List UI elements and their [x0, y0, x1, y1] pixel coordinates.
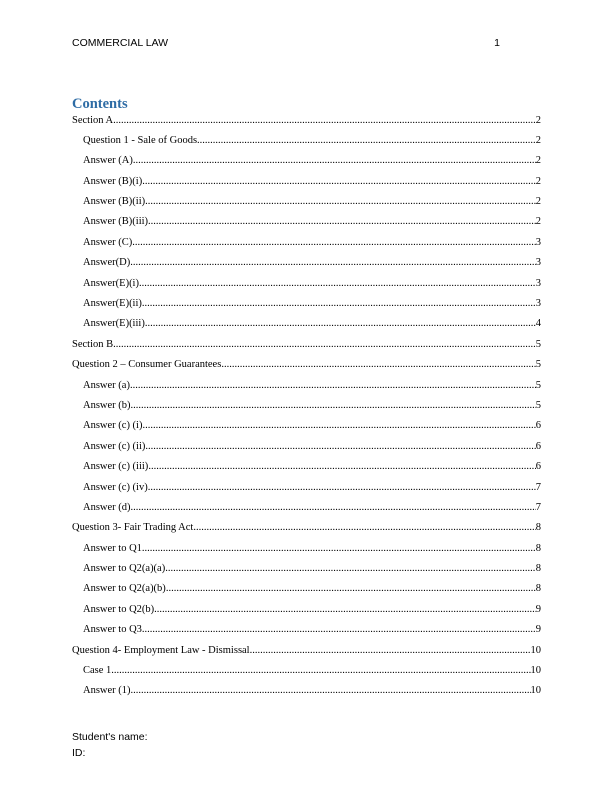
toc-dot-leader [165, 561, 536, 577]
toc-dot-leader [133, 153, 536, 169]
toc-dot-leader [142, 541, 536, 557]
toc-dot-leader [130, 255, 536, 271]
toc-entry-label: Section B [72, 338, 114, 350]
toc-dot-leader [132, 235, 535, 251]
toc-dot-leader [142, 174, 536, 190]
toc-entry[interactable] [72, 337, 541, 357]
toc-entry[interactable] [72, 378, 541, 398]
toc-entry-page: 2 [535, 155, 541, 167]
toc-dot-leader [145, 439, 535, 455]
toc-entry-page: 2 [535, 175, 541, 187]
student-name-label: Student's name: [72, 731, 148, 743]
toc-entry[interactable] [72, 622, 541, 642]
toc-dot-leader [193, 520, 535, 536]
toc-entry[interactable] [72, 194, 541, 214]
toc-entry-label: Answer (B)(iii) [83, 216, 149, 228]
toc-entry-label: Answer to Q2(a)(a) [83, 563, 166, 575]
toc-entry-page: 2 [535, 114, 541, 126]
toc-entry-page: 5 [535, 338, 541, 350]
toc-entry-label: Question 3- Fair Trading Act [72, 522, 194, 534]
toc-entry-page: 3 [535, 277, 541, 289]
toc-entry[interactable] [72, 235, 541, 255]
toc-entry[interactable] [72, 214, 541, 234]
toc-dot-leader [166, 581, 536, 597]
toc-entry-page: 2 [535, 196, 541, 208]
toc-entry[interactable] [72, 316, 541, 336]
toc-dot-leader [113, 337, 536, 353]
toc-entry-label: Answer (c) (iii) [83, 461, 149, 473]
toc-entry[interactable] [72, 602, 541, 622]
toc-entry[interactable] [72, 643, 541, 663]
page-footer [72, 729, 148, 761]
toc-dot-leader [131, 398, 536, 414]
toc-entry-page: 3 [535, 257, 541, 269]
toc-entry[interactable] [72, 520, 541, 540]
toc-entry-label: Answer to Q2(b) [83, 603, 155, 615]
toc-dot-leader [148, 459, 535, 475]
toc-entry-label: Answer (C) [83, 236, 133, 248]
toc-entry-label: Answer (b) [83, 399, 131, 411]
toc-entry-page: 8 [535, 563, 541, 575]
toc-entry-label: Answer(E)(i) [83, 277, 139, 289]
toc-dot-leader [148, 214, 536, 230]
toc-heading: Contents [72, 96, 128, 112]
toc-dot-leader [221, 357, 535, 373]
toc-entry-page: 8 [535, 583, 541, 595]
toc-entry[interactable] [72, 439, 541, 459]
toc-dot-leader [111, 663, 530, 679]
toc-entry-label: Answer to Q1 [83, 542, 142, 554]
toc-entry-page: 6 [535, 440, 541, 452]
toc-entry-page: 3 [535, 298, 541, 310]
toc-entry[interactable] [72, 357, 541, 377]
toc-entry-page: 10 [530, 685, 541, 697]
toc-dot-leader [250, 643, 531, 659]
table-of-contents [72, 113, 541, 704]
toc-entry-label: Answer (B)(ii) [83, 196, 146, 208]
toc-entry-label: Answer (d) [83, 501, 131, 513]
toc-entry[interactable] [72, 398, 541, 418]
toc-dot-leader [131, 500, 536, 516]
toc-entry-label: Question 4- Employment Law - Dismissal [72, 644, 250, 656]
toc-entry[interactable] [72, 255, 541, 275]
toc-entry[interactable] [72, 683, 541, 703]
page-header [72, 36, 500, 50]
toc-entry[interactable] [72, 663, 541, 683]
toc-entry-label: Case 1 [83, 665, 112, 677]
header-page-number: 1 [494, 37, 500, 49]
toc-entry-page: 8 [535, 522, 541, 534]
toc-entry-page: 5 [535, 399, 541, 411]
header-title: COMMERCIAL LAW [72, 37, 169, 49]
toc-entry-page: 7 [535, 501, 541, 513]
toc-entry[interactable] [72, 480, 541, 500]
toc-entry[interactable] [72, 541, 541, 561]
toc-entry-page: 5 [535, 359, 541, 371]
toc-entry-page: 10 [530, 665, 541, 677]
toc-dot-leader [142, 622, 536, 638]
toc-entry-label: Question 2 – Consumer Guarantees [72, 359, 222, 371]
toc-entry[interactable] [72, 174, 541, 194]
toc-entry-page: 7 [535, 481, 541, 493]
toc-entry-label: Answer (1) [83, 685, 131, 697]
toc-dot-leader [139, 276, 536, 292]
toc-entry-page: 8 [535, 542, 541, 554]
toc-entry[interactable] [72, 153, 541, 173]
toc-entry[interactable] [72, 296, 541, 316]
toc-entry-label: Answer (c) (iv) [83, 481, 148, 493]
toc-entry-label: Question 1 - Sale of Goods [83, 134, 198, 146]
toc-entry[interactable] [72, 276, 541, 296]
toc-dot-leader [145, 316, 536, 332]
toc-entry-page: 2 [535, 134, 541, 146]
toc-dot-leader [130, 378, 536, 394]
toc-entry-page: 6 [535, 420, 541, 432]
toc-entry-page: 5 [535, 379, 541, 391]
toc-entry-label: Answer(E)(ii) [83, 298, 142, 310]
toc-dot-leader [154, 602, 536, 618]
toc-entry-label: Section A [72, 114, 114, 126]
toc-entry-page: 4 [535, 318, 541, 330]
toc-dot-leader [142, 418, 535, 434]
toc-entry-label: Answer to Q2(a)(b) [83, 583, 166, 595]
toc-dot-leader [131, 683, 531, 699]
toc-entry-page: 9 [535, 603, 541, 615]
toc-entry-page: 10 [530, 644, 541, 656]
toc-entry[interactable] [72, 418, 541, 438]
toc-entry-label: Answer to Q3 [83, 624, 142, 636]
toc-dot-leader [197, 133, 536, 149]
toc-entry[interactable] [72, 581, 541, 601]
toc-entry-label: Answer (c) (i) [83, 420, 143, 432]
toc-entry-label: Answer (a) [83, 379, 130, 391]
toc-entry-page: 2 [535, 216, 541, 228]
toc-entry-label: Answer (B)(i) [83, 175, 143, 187]
toc-entry-page: 6 [535, 461, 541, 473]
toc-dot-leader [148, 480, 536, 496]
toc-entry[interactable] [72, 133, 541, 153]
toc-entry[interactable] [72, 113, 541, 133]
toc-entry-page: 3 [535, 236, 541, 248]
toc-dot-leader [142, 296, 536, 312]
toc-entry-page: 9 [535, 624, 541, 636]
toc-entry-label: Answer (c) (ii) [83, 440, 146, 452]
toc-entry-label: Answer (A) [83, 155, 133, 167]
toc-entry[interactable] [72, 459, 541, 479]
student-id-label: ID: [72, 747, 86, 759]
toc-dot-leader [113, 113, 536, 129]
toc-entry-label: Answer(D) [83, 257, 131, 269]
toc-dot-leader [145, 194, 536, 210]
toc-entry[interactable] [72, 500, 541, 520]
toc-entry-label: Answer(E)(iii) [83, 318, 145, 330]
toc-entry[interactable] [72, 561, 541, 581]
